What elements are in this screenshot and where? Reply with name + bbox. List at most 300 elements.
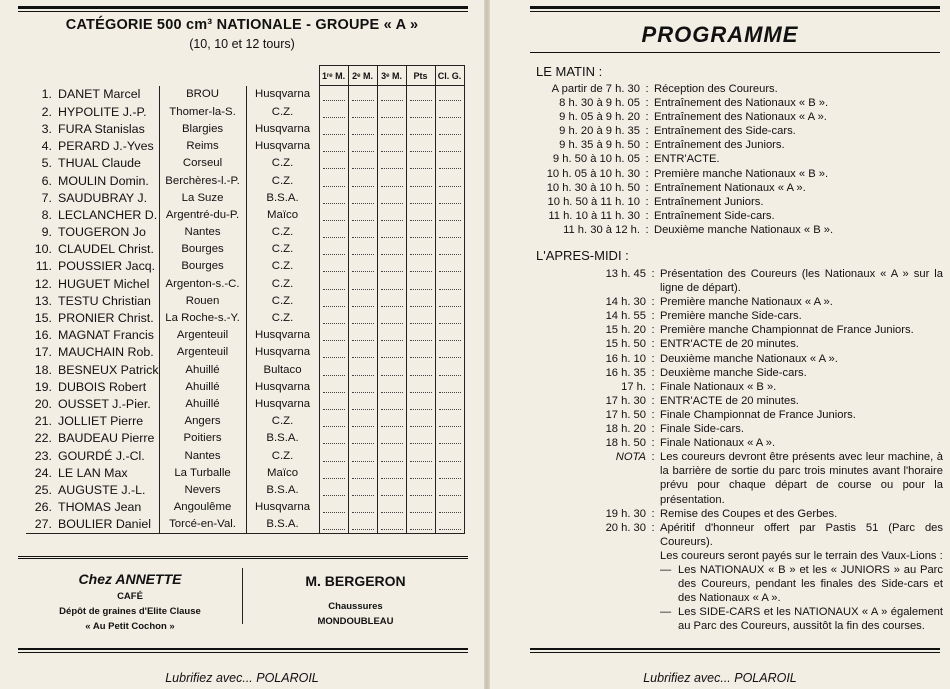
dotted-fill-line xyxy=(439,323,461,324)
dotted-fill-line xyxy=(323,203,345,204)
dotted-fill-line xyxy=(352,134,374,135)
afternoon-time: 15 h. 20 xyxy=(605,324,646,337)
rider-town: Reims xyxy=(159,138,246,155)
score-cell xyxy=(319,309,348,326)
score-cell xyxy=(348,155,377,172)
dotted-fill-line xyxy=(381,306,403,307)
footer-rule xyxy=(18,648,468,650)
score-cell xyxy=(348,499,377,516)
score-cell xyxy=(435,275,464,292)
rider-name-cell xyxy=(26,344,159,361)
afternoon-desc: ENTR'ACTE de 20 minutes. xyxy=(660,394,799,407)
score-cell xyxy=(435,361,464,378)
afternoon-time: 15 h. 50 xyxy=(605,338,646,351)
rider-row xyxy=(26,344,464,361)
separator-colon: : xyxy=(645,125,649,138)
score-cell xyxy=(435,430,464,447)
score-cell xyxy=(406,327,435,344)
afternoon-desc: Apéritif d'honneur offert par Pastis 51 (Parc des Coureurs). xyxy=(660,521,943,548)
dotted-fill-line xyxy=(323,478,345,479)
sponsor-annette-line3: « Au Petit Cochon » xyxy=(85,621,175,632)
score-cell xyxy=(319,224,348,241)
score-cell xyxy=(406,516,435,534)
dotted-fill-line xyxy=(439,237,461,238)
afternoon-time: 19 h. 30 xyxy=(605,507,646,520)
left-footer: Lubrifiez avec... POLAROIL xyxy=(165,671,319,685)
rider-number: 16. xyxy=(34,328,52,343)
dotted-fill-line xyxy=(439,478,461,479)
score-cell xyxy=(377,481,406,498)
dotted-fill-line xyxy=(381,375,403,376)
dotted-fill-line xyxy=(410,271,432,272)
rider-name-cell xyxy=(26,275,159,292)
morning-item xyxy=(490,195,884,209)
score-cell xyxy=(406,172,435,189)
morning-time: 9 h. 50 à 10 h. 05 xyxy=(552,153,640,166)
rider-name: TESTU Christian xyxy=(58,293,151,308)
col-points: Pts xyxy=(406,66,435,86)
rider-row xyxy=(26,258,464,275)
afternoon-item xyxy=(536,408,943,422)
score-cell xyxy=(435,103,464,120)
sponsor-bergeron-line2: MONDOUBLEAU xyxy=(317,616,394,627)
afternoon-item xyxy=(536,394,943,408)
sponsor-bergeron-line1: Chaussures xyxy=(328,601,383,612)
afternoon-desc: Première manche Side-cars. xyxy=(660,310,802,323)
score-cell xyxy=(348,447,377,464)
morning-desc: Réception des Coureurs. xyxy=(654,83,778,95)
dotted-fill-line xyxy=(381,392,403,393)
dotted-fill-line xyxy=(410,100,432,101)
rider-row xyxy=(26,103,464,120)
rider-name: DUBOIS Robert xyxy=(58,379,147,394)
score-cell xyxy=(319,378,348,395)
separator-colon: : xyxy=(651,324,655,337)
separator-colon: : xyxy=(651,521,655,534)
rider-row xyxy=(26,172,464,189)
rider-number: 2. xyxy=(41,104,52,119)
dotted-fill-line xyxy=(439,220,461,221)
score-cell xyxy=(377,120,406,137)
rider-row xyxy=(26,155,464,172)
rider-town: Angoulême xyxy=(159,499,246,516)
dotted-fill-line xyxy=(352,409,374,410)
score-cell xyxy=(406,258,435,275)
rider-number: 22. xyxy=(34,431,52,446)
rider-town: La Suze xyxy=(159,189,246,206)
dotted-fill-line xyxy=(410,168,432,169)
dotted-fill-line xyxy=(381,203,403,204)
afternoon-item xyxy=(536,366,943,380)
score-cell xyxy=(319,155,348,172)
rider-bike: Maïco xyxy=(246,206,319,223)
afternoon-time: 14 h. 55 xyxy=(605,310,646,323)
morning-schedule xyxy=(490,82,884,237)
dotted-fill-line xyxy=(410,220,432,221)
rider-number: 13. xyxy=(34,293,52,308)
rider-number: 11. xyxy=(35,259,52,274)
payment-bullet-text: Les SIDE-CARS et les NATIONAUX « A » également au Parc des Coureurs, aussitôt la fin des courses. xyxy=(678,606,943,633)
rider-number: 20. xyxy=(34,396,52,411)
dotted-fill-line xyxy=(381,340,403,341)
dotted-fill-line xyxy=(410,409,432,410)
rider-name: JOLLIET Pierre xyxy=(58,414,144,429)
afternoon-desc: ENTR'ACTE de 20 minutes. xyxy=(660,338,799,351)
afternoon-item xyxy=(536,436,943,450)
morning-time: 9 h. 20 à 9 h. 35 xyxy=(559,125,640,138)
morning-desc: Entraînement des Nationaux « B ». xyxy=(654,97,829,110)
afternoon-item xyxy=(536,380,943,394)
riders-table xyxy=(26,65,465,534)
score-cell xyxy=(406,138,435,155)
dotted-fill-line xyxy=(439,340,461,341)
score-cell xyxy=(377,327,406,344)
rider-number: 26. xyxy=(34,500,52,515)
score-cell xyxy=(435,344,464,361)
rider-name: TOUGERON Jo xyxy=(58,225,146,240)
dotted-fill-line xyxy=(323,323,345,324)
dotted-fill-line xyxy=(381,443,403,444)
score-cell xyxy=(406,430,435,447)
dotted-fill-line xyxy=(381,426,403,427)
morning-time: 10 h. 05 à 10 h. 30 xyxy=(546,167,640,180)
afternoon-desc: Deuxième manche Nationaux « A ». xyxy=(660,352,838,365)
dotted-fill-line xyxy=(381,357,403,358)
score-cell xyxy=(377,447,406,464)
dotted-fill-line xyxy=(410,478,432,479)
morning-time: 10 h. 50 à 11 h. 10 xyxy=(547,195,640,208)
score-cell xyxy=(406,275,435,292)
dotted-fill-line xyxy=(381,409,403,410)
separator-colon: : xyxy=(645,153,649,166)
dotted-fill-line xyxy=(410,426,432,427)
dotted-fill-line xyxy=(352,117,374,118)
score-cell xyxy=(377,189,406,206)
dash-bullet: — xyxy=(660,606,672,619)
dotted-fill-line xyxy=(352,392,374,393)
dotted-fill-line xyxy=(381,495,403,496)
rider-name-cell xyxy=(26,464,159,481)
afternoon-item xyxy=(536,267,943,295)
rider-bike: C.Z. xyxy=(246,155,319,172)
rider-name-cell xyxy=(26,120,159,137)
dotted-fill-line xyxy=(439,151,461,152)
rider-row xyxy=(26,189,464,206)
score-cell xyxy=(319,516,348,534)
dotted-fill-line xyxy=(352,254,374,255)
rider-name: AUGUSTE J.-L. xyxy=(58,482,146,497)
score-cell xyxy=(377,155,406,172)
score-cell xyxy=(406,155,435,172)
afternoon-desc: Les coureurs devront être présents avec leur machine, à la barrière de sortie du parc trois minutes avant l'horaire prévu pour chaque départ de course ou pour la présentation. xyxy=(660,451,943,506)
score-cell xyxy=(348,430,377,447)
dotted-fill-line xyxy=(323,529,345,530)
rider-number: 23. xyxy=(34,448,52,463)
rider-bike: Husqvarna xyxy=(246,120,319,137)
score-cell xyxy=(406,395,435,412)
rider-town: Argenton-s.-C. xyxy=(159,275,246,292)
score-cell xyxy=(348,344,377,361)
dotted-fill-line xyxy=(439,443,461,444)
dotted-fill-line xyxy=(381,271,403,272)
score-cell xyxy=(377,172,406,189)
dotted-fill-line xyxy=(323,117,345,118)
score-cell xyxy=(348,86,377,104)
score-cell xyxy=(377,378,406,395)
category-title: CATÉGORIE 500 cm³ NATIONALE - GROUPE « A » xyxy=(65,17,419,33)
afternoon-time: 16 h. 35 xyxy=(605,366,646,379)
dotted-fill-line xyxy=(323,168,345,169)
dotted-fill-line xyxy=(439,168,461,169)
right-footer: Lubrifiez avec... POLAROIL xyxy=(643,671,797,685)
rider-town: Ahuillé xyxy=(159,378,246,395)
score-cell xyxy=(319,395,348,412)
score-cell xyxy=(319,138,348,155)
rider-row xyxy=(26,138,464,155)
rider-row xyxy=(26,378,464,395)
dotted-fill-line xyxy=(410,512,432,513)
rider-name: BAUDEAU Pierre xyxy=(58,431,155,446)
dotted-fill-line xyxy=(439,117,461,118)
morning-time: A partir de 7 h. 30 xyxy=(551,83,640,95)
dotted-fill-line xyxy=(439,271,461,272)
score-cell xyxy=(435,241,464,258)
rider-name: MAGNAT Francis xyxy=(58,328,154,343)
rider-name: PRONIER Christ. xyxy=(58,311,154,326)
dotted-fill-line xyxy=(410,392,432,393)
afternoon-item xyxy=(536,507,943,521)
dotted-fill-line xyxy=(352,478,374,479)
dash-bullet: — xyxy=(660,563,672,576)
rider-number: 18. xyxy=(34,362,52,377)
rider-number: 8. xyxy=(41,207,52,222)
rider-town: Blargies xyxy=(159,120,246,137)
afternoon-item xyxy=(536,309,943,323)
afternoon-item xyxy=(536,422,943,436)
rider-name-cell xyxy=(26,189,159,206)
score-cell xyxy=(377,516,406,534)
right-top-rule-thin xyxy=(530,11,940,12)
morning-item xyxy=(490,138,884,152)
score-cell xyxy=(406,292,435,309)
score-cell xyxy=(319,241,348,258)
separator-colon: : xyxy=(645,97,649,110)
rider-row xyxy=(26,327,464,344)
dotted-fill-line xyxy=(381,220,403,221)
separator-colon: : xyxy=(651,338,655,351)
dotted-fill-line xyxy=(381,186,403,187)
morning-desc: Entraînement Juniors. xyxy=(654,195,764,208)
dotted-fill-line xyxy=(439,100,461,101)
afternoon-desc: Première manche Nationaux « A ». xyxy=(660,296,833,309)
dotted-fill-line xyxy=(439,134,461,135)
afternoon-desc: Première manche Championnat de France Juniors. xyxy=(660,324,914,337)
dotted-fill-line xyxy=(381,529,403,530)
dotted-fill-line xyxy=(323,340,345,341)
rider-town: Nantes xyxy=(159,224,246,241)
score-cell xyxy=(377,464,406,481)
rider-name: GOURDÉ J.-Cl. xyxy=(58,448,145,463)
dotted-fill-line xyxy=(439,375,461,376)
score-cell xyxy=(435,395,464,412)
score-cell xyxy=(348,172,377,189)
rider-row xyxy=(26,430,464,447)
dotted-fill-line xyxy=(352,357,374,358)
col-general: Cl. G. xyxy=(435,66,464,86)
rider-row xyxy=(26,481,464,498)
dotted-fill-line xyxy=(410,443,432,444)
dotted-fill-line xyxy=(410,357,432,358)
separator-colon: : xyxy=(651,394,655,407)
rider-bike: Husqvarna xyxy=(246,86,319,104)
separator-colon: : xyxy=(651,437,655,450)
score-cell xyxy=(319,258,348,275)
rider-number: 27. xyxy=(34,517,52,532)
rider-name-cell xyxy=(26,138,159,155)
separator-colon: : xyxy=(645,167,649,180)
dotted-fill-line xyxy=(381,168,403,169)
rider-bike: Husqvarna xyxy=(246,395,319,412)
rider-name-cell xyxy=(26,292,159,309)
dotted-fill-line xyxy=(323,220,345,221)
score-cell xyxy=(348,378,377,395)
dotted-fill-line xyxy=(352,495,374,496)
rider-number: 7. xyxy=(41,190,52,205)
rider-row xyxy=(26,292,464,309)
score-cell xyxy=(319,172,348,189)
score-cell xyxy=(406,120,435,137)
score-cell xyxy=(348,189,377,206)
score-cell xyxy=(377,344,406,361)
afternoon-time: NOTA xyxy=(615,451,646,464)
afternoon-item xyxy=(536,323,943,337)
dotted-fill-line xyxy=(410,134,432,135)
rider-bike: C.Z. xyxy=(246,309,319,326)
score-cell xyxy=(319,344,348,361)
dotted-fill-line xyxy=(352,168,374,169)
dotted-fill-line xyxy=(410,529,432,530)
score-cell xyxy=(406,464,435,481)
payment-bullet-text: Les NATIONAUX « B » et les « JUNIORS » au Parc des Coureurs, pendant les finales des Side-cars et des Nationaux « A ». xyxy=(678,563,943,605)
separator-colon: : xyxy=(645,181,649,194)
rider-town: Nantes xyxy=(159,447,246,464)
dotted-fill-line xyxy=(323,495,345,496)
dotted-fill-line xyxy=(323,426,345,427)
rider-number: 17. xyxy=(34,345,52,360)
separator-colon: : xyxy=(651,451,655,464)
afternoon-time: 17 h. 30 xyxy=(605,394,646,407)
score-cell xyxy=(377,413,406,430)
score-cell xyxy=(435,309,464,326)
rider-number: 25. xyxy=(34,482,52,497)
dotted-fill-line xyxy=(410,237,432,238)
afternoon-item xyxy=(536,295,943,309)
morning-heading: LE MATIN : xyxy=(536,64,603,79)
dotted-fill-line xyxy=(439,461,461,462)
afternoon-item xyxy=(536,337,943,351)
rider-name-cell xyxy=(26,516,159,534)
dotted-fill-line xyxy=(410,254,432,255)
dotted-fill-line xyxy=(323,237,345,238)
score-cell xyxy=(348,361,377,378)
rider-row xyxy=(26,241,464,258)
separator-colon: : xyxy=(651,380,655,393)
rider-town: Corseul xyxy=(159,155,246,172)
morning-item xyxy=(490,209,884,223)
rider-number: 12. xyxy=(34,276,52,291)
score-cell xyxy=(319,206,348,223)
dotted-fill-line xyxy=(323,271,345,272)
rider-name-cell xyxy=(26,361,159,378)
dotted-fill-line xyxy=(439,392,461,393)
dotted-fill-line xyxy=(352,375,374,376)
score-cell xyxy=(348,103,377,120)
rider-number: 24. xyxy=(34,465,52,480)
dotted-fill-line xyxy=(352,271,374,272)
score-cell xyxy=(435,206,464,223)
rider-row xyxy=(26,224,464,241)
dotted-fill-line xyxy=(381,478,403,479)
score-cell xyxy=(377,430,406,447)
rider-town: BROU xyxy=(159,86,246,104)
right-footer-rule-thin xyxy=(530,652,940,653)
rider-town: Argentré-du-P. xyxy=(159,206,246,223)
afternoon-item xyxy=(536,450,943,506)
score-cell xyxy=(435,224,464,241)
separator-colon: : xyxy=(645,223,649,236)
rider-town: Poitiers xyxy=(159,430,246,447)
dotted-fill-line xyxy=(323,392,345,393)
score-cell xyxy=(406,413,435,430)
dotted-fill-line xyxy=(381,323,403,324)
rider-bike: B.S.A. xyxy=(246,430,319,447)
dotted-fill-line xyxy=(352,340,374,341)
afternoon-time: 14 h. 30 xyxy=(605,296,646,309)
col-heat2: 2ᵉ M. xyxy=(348,66,377,86)
dotted-fill-line xyxy=(323,512,345,513)
score-cell xyxy=(377,138,406,155)
rider-name-cell xyxy=(26,309,159,326)
rider-name: BOULIER Daniel xyxy=(58,517,151,532)
separator-colon: : xyxy=(645,195,649,208)
score-cell xyxy=(348,516,377,534)
score-cell xyxy=(377,309,406,326)
dotted-fill-line xyxy=(352,323,374,324)
rider-town: Angers xyxy=(159,413,246,430)
rider-bike: Bultaco xyxy=(246,361,319,378)
rider-bike: C.Z. xyxy=(246,258,319,275)
morning-item xyxy=(490,167,884,181)
score-cell xyxy=(348,224,377,241)
rider-bike: Husqvarna xyxy=(246,499,319,516)
rider-bike: C.Z. xyxy=(246,224,319,241)
rider-bike: B.S.A. xyxy=(246,189,319,206)
rider-number: 5. xyxy=(41,156,52,171)
rider-bike: Maïco xyxy=(246,464,319,481)
score-cell xyxy=(348,275,377,292)
rider-name: POUSSIER Jacq. xyxy=(58,259,156,274)
dotted-fill-line xyxy=(439,409,461,410)
morning-desc: ENTR'ACTE. xyxy=(654,153,720,166)
dotted-fill-line xyxy=(352,237,374,238)
dotted-fill-line xyxy=(352,100,374,101)
top-rule xyxy=(18,6,468,9)
rider-name-cell xyxy=(26,241,159,258)
score-cell xyxy=(319,292,348,309)
rider-name: LE LAN Max xyxy=(58,465,128,480)
score-cell xyxy=(435,378,464,395)
dotted-fill-line xyxy=(439,186,461,187)
